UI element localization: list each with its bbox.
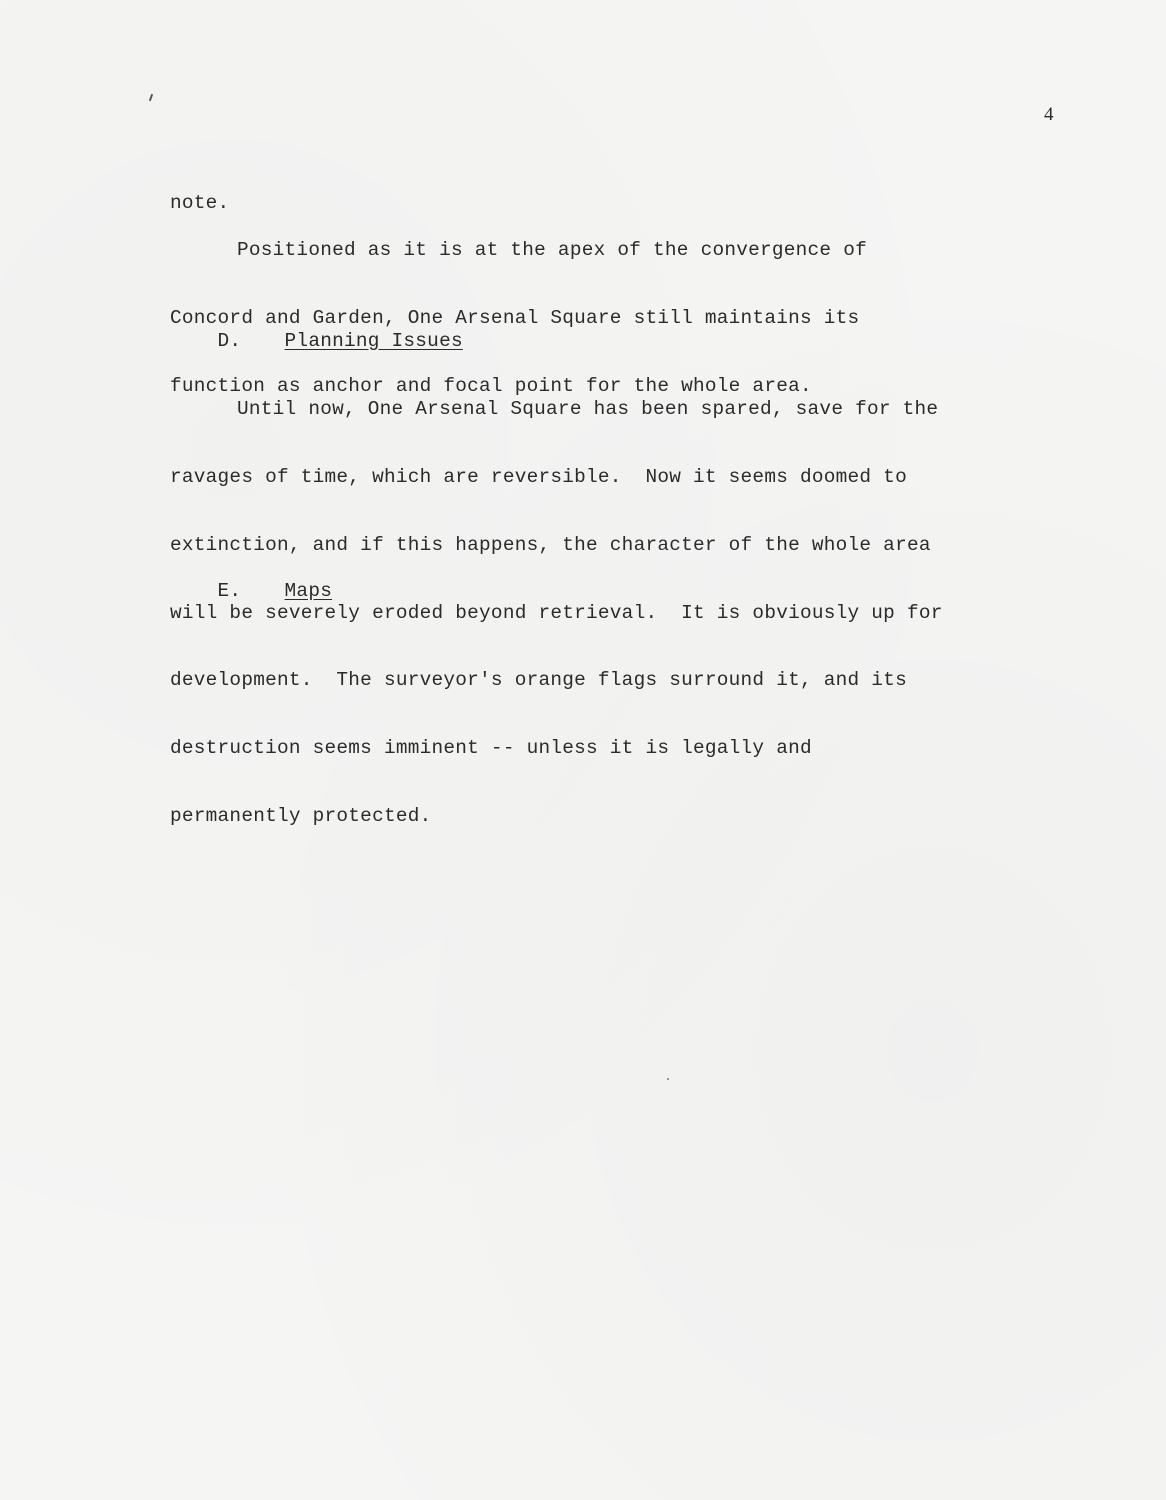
section-d-line: ravages of time, which are reversible. Now it seems doomed to — [170, 465, 907, 488]
section-d-line: permanently protected. — [170, 804, 432, 827]
paragraph-line: Positioned as it is at the apex of the convergence of — [237, 239, 867, 262]
paragraph-line: Concord and Garden, One Arsenal Square still maintains its — [170, 306, 860, 329]
section-e-letter: E. — [217, 579, 242, 602]
stray-mark — [149, 94, 153, 101]
section-d-title: Planning Issues — [284, 329, 463, 352]
intro-fragment-text: note. — [170, 192, 230, 215]
section-e-heading — [170, 557, 332, 625]
section-d-line: Until now, One Arsenal Square has been spared, save for the — [237, 398, 939, 421]
speck-mark — [667, 1078, 669, 1080]
section-d-line: destruction seems imminent -- unless it is legally and — [170, 737, 812, 760]
section-d-line: development. The surveyor's orange flags surround it, and its — [170, 669, 907, 692]
page-number: 4 — [1044, 104, 1054, 125]
section-d-line: will be severely eroded beyond retrieval. It is obviously up for — [170, 601, 943, 624]
section-e-title: Maps — [284, 579, 333, 602]
section-d-line: extinction, and if this happens, the character of the whole area — [170, 533, 931, 556]
paragraph-line: function as anchor and focal point for the whole area. — [170, 374, 812, 397]
section-d-letter: D. — [217, 329, 242, 352]
